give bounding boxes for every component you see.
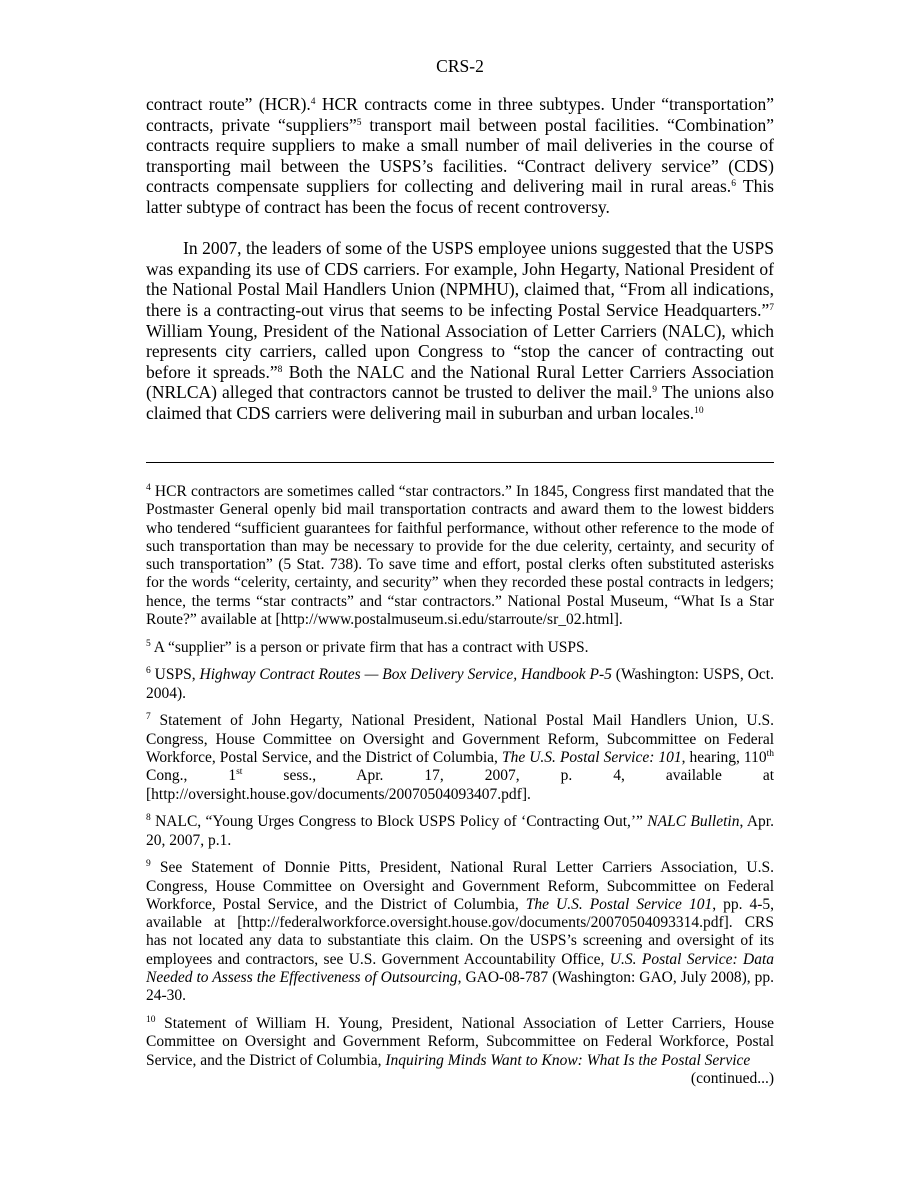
footnote-text: sess., Apr. 17, 2007, p. 4, available at [http://oversight.house.gov/documents/20070504093407.pdf]. [146,767,775,803]
footnote-10 [146,1015,774,1088]
footnote-8 [146,813,774,850]
footnote-ref-9[interactable]: 9 [652,385,657,396]
footnote-separator-rule [146,462,774,463]
footnotes-section [146,483,774,1088]
footnote-ref-6[interactable]: 6 [731,179,736,190]
text-run: The unions also claimed that CDS carriers were delivering mail in suburban and urban locales. [146,382,774,423]
footnote-number: 8 [146,813,151,824]
footnote-4 [146,483,774,629]
footnote-5 [146,639,774,657]
publication-title: Highway Contract Routes — Box Delivery Service, Handbook P-5 [199,666,612,684]
footnote-ref-4[interactable]: 4 [310,97,316,107]
text-run: HCR contracts come in three subtypes. Under “transportation” contracts, private “suppliers” [146,94,774,135]
text-run: transport mail between postal facilities. “Combination” contracts require suppliers to make a small number of mail deliveries in the course of transporting mail between the USPS’s facilities. “Contract delivery service” (CDS) contracts compensate suppliers for collecting and delivering mail in rural areas. [146,114,774,197]
footnote-ref-10[interactable]: 10 [694,405,704,416]
footnote-6 [146,666,774,703]
footnote-text: NALC, “Young Urges Congress to Block USPS Policy of ‘Contracting Out,’” [150,813,648,831]
ordinal-suffix: st [236,767,243,778]
footnote-number: 9 [146,859,151,870]
text-run: In 2007, the leaders of some of the USPS employee unions suggested that the USPS was expanding its use of CDS carriers. For example, John Hegarty, National President of the National Postal Mail Handlers Union (NPMHU), claimed that, “From all indications, there is a contracting-out virus that seems to be infecting Postal Service Headquarters.” [146,238,774,320]
footnote-text: , Apr. 20, 2007, p.1. [146,813,774,849]
footnote-text: , hearing, 110 [681,749,767,767]
footnote-text: Cong., 1 [146,767,237,785]
footnote-text: , GAO-08-787 (Washington: GAO, July 2008), pp. 24-30. [146,969,774,1005]
footnote-text: See Statement of Donnie Pitts, President, National Rural Letter Carriers Association, U.S. Congress, House Committee on Oversight and Government Reform, Subcommittee on Federal Workforce, Postal Service, and the District of Columbia, [146,859,774,913]
footnote-7 [146,712,774,803]
paragraph-hcr-subtypes [146,94,774,218]
footnote-ref-8[interactable]: 8 [277,364,283,375]
footnote-number: 5 [146,638,151,649]
text-run: This latter subtype of contract has been the focus of recent controversy. [146,176,774,217]
continued-marker: (continued...) [690,1069,774,1087]
text-run: William Young, President of the National Association of Letter Carriers (NALC), which represents city carriers, called upon Congress to “stop the cancer of contracting out before it spreads.” [146,320,774,382]
text-run: Both the NALC and the National Rural Letter Carriers Association (NRLCA) alleged that contractors cannot be trusted to deliver the mail. [146,361,774,403]
footnote-text: HCR contractors are sometimes called “star contractors.” In 1845, Congress first mandated that the Postmaster General openly bid mail transportation contracts and award them to the lowest bidders who tendered “sufficient guarantees for faithful performance, without other reference to the mode of such transportation than may be necessary to provide for the due celerity, certainty, and security of such transportation” (5 Stat. 738). To save time and effort, postal clerks often substituted asterisks for the words “celerity, certainty, and security” when they recorded these postal contracts in ledgers; hence, the terms “star contracts” and “star contractors.” National Postal Museum, “What Is a Star Route?” available at [http://www.postalmuseum.si.edu/starroute/sr_02.html]. [146,483,774,629]
publication-title: The U.S. Postal Service 101 [525,895,713,913]
footnote-text: USPS, [150,666,200,684]
footnote-text: Statement of William H. Young, President, National Association of Letter Carriers, House Committee on Oversight and Government Reform, Subcommittee on Federal Workforce, Postal Service, and the District of Columbia, [146,1015,774,1069]
footnote-number: 4 [146,483,151,493]
footnote-text: Statement of John Hegarty, National President, National Postal Mail Handlers Union, U.S. Congress, House Committee on Oversight and Government Reform, Subcommittee on Federal Workforce, Postal Service, and the District of Columbia, [146,712,774,767]
publication-title: U.S. Postal Service: Data Needed to Assess the Effectiveness of Outsourcing [146,950,774,987]
text-run: contract route” (HCR). [146,94,311,114]
footnote-ref-5[interactable]: 5 [356,117,362,128]
footnote-text: , pp. 4-5, available at [http://federalworkforce.oversight.house.gov/documents/20070504093314.pdf]. CRS has not located any data to substantiate this claim. On the USPS’s screening and oversight of its employees and contractors, see U.S. Government Accountability Office, [146,895,774,968]
footnote-number: 7 [146,712,151,723]
footnote-number: 10 [146,1015,156,1026]
ordinal-suffix: th [766,749,774,760]
footnote-ref-7[interactable]: 7 [769,302,774,313]
paragraph-union-claims [146,238,774,423]
footnote-number: 6 [146,666,151,677]
footnote-9 [146,859,774,1005]
publication-title: Inquiring Minds Want to Know: What Is the Postal Service [385,1051,751,1069]
publication-title: NALC Bulletin [647,813,740,831]
footnote-text: A “supplier” is a person or private firm that has a contract with USPS. [150,638,589,656]
publication-title: The U.S. Postal Service: 101 [501,749,682,767]
page-number: CRS-2 [436,56,484,76]
body-text [146,94,774,424]
footnote-text: (Washington: USPS, Oct. 2004). [146,666,774,702]
